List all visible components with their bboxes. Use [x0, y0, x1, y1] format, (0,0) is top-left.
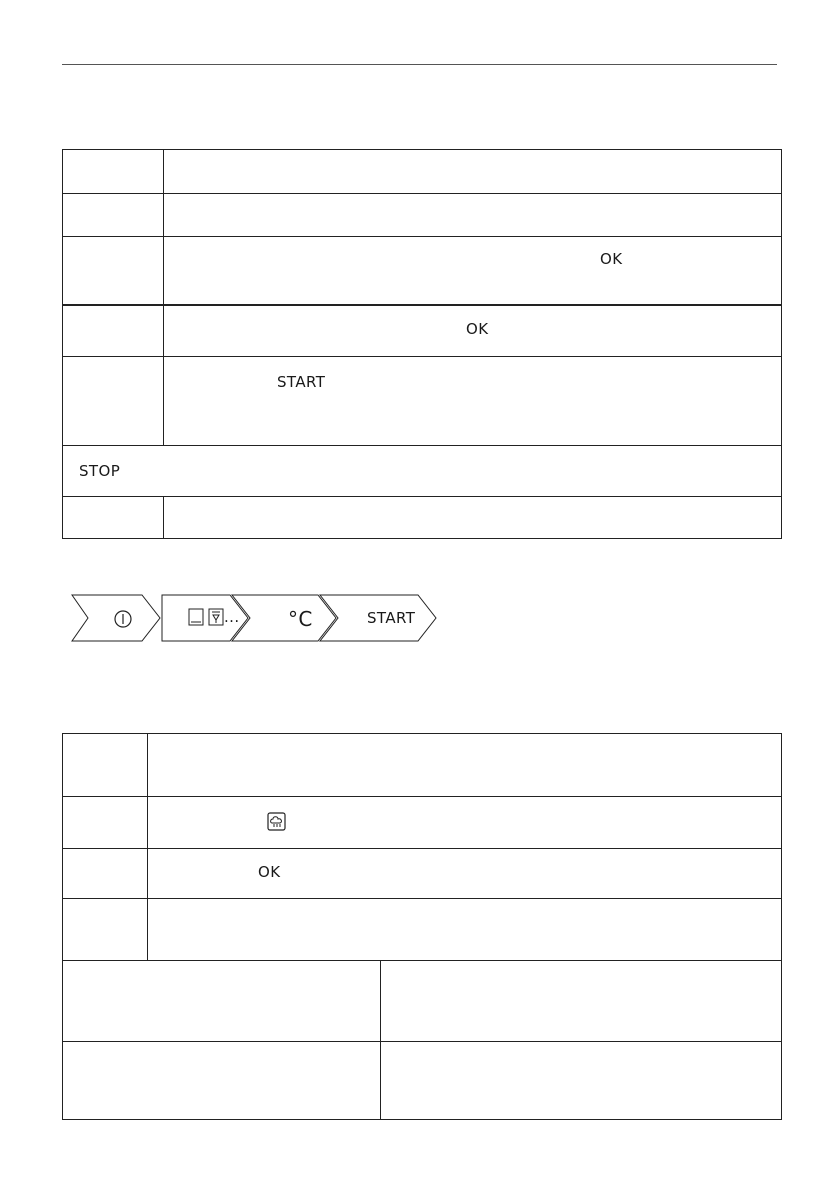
steps-table-2 [62, 733, 782, 1120]
header-rule [62, 64, 777, 65]
table-row [63, 304, 781, 356]
start-key-label: START [277, 373, 326, 391]
table-row [63, 150, 781, 193]
table-row [63, 445, 781, 496]
ok-key-label: OK [600, 250, 623, 268]
oven-mode-icon [189, 609, 223, 625]
table-row [63, 796, 781, 848]
table-row [63, 960, 781, 1041]
table-row [63, 734, 781, 796]
table-row [63, 848, 781, 898]
table-row [63, 898, 781, 960]
start-label: START [367, 609, 416, 627]
table-row [63, 193, 781, 236]
flow-step-1-shape [72, 595, 160, 641]
table-row [63, 1041, 781, 1119]
table-row [63, 356, 781, 445]
steam-function-icon [267, 812, 286, 831]
ok-key-label: OK [258, 863, 281, 881]
power-icon [115, 611, 131, 627]
temperature-label: °C [288, 607, 313, 631]
stop-key-label: STOP [79, 462, 121, 480]
steps-table-1 [62, 149, 782, 539]
ok-key-label: OK [466, 320, 489, 338]
table-row [63, 236, 781, 304]
table-row [63, 496, 781, 538]
operation-flow [68, 592, 448, 644]
oven-mode-ellipsis: ... [224, 608, 240, 626]
